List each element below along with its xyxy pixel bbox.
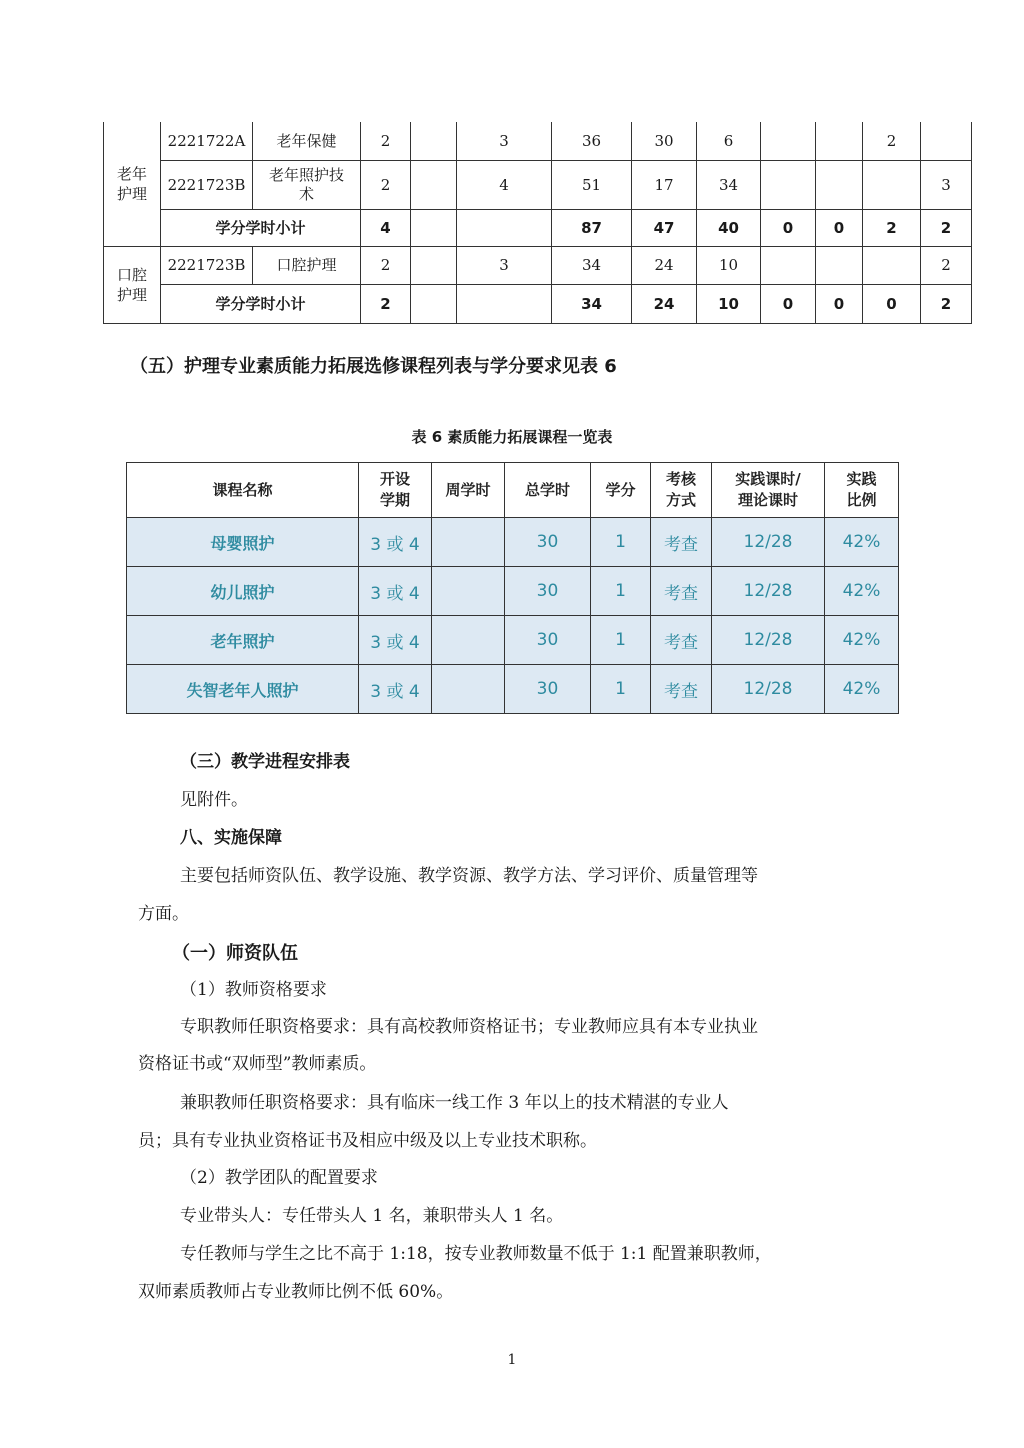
cell: 3 或 4 bbox=[359, 567, 432, 616]
section-heading-8: 八、实施保障 bbox=[180, 828, 282, 848]
cell: 1 bbox=[591, 518, 651, 567]
cell: 2 bbox=[361, 161, 411, 210]
paragraph-line: 主要包括师资队伍、教学设施、教学资源、教学方法、学习评价、质量管理等 bbox=[180, 866, 758, 886]
table-row bbox=[127, 567, 899, 616]
subtotal-label: 学分学时小计 bbox=[161, 285, 361, 324]
cell: 6 bbox=[697, 122, 761, 161]
course-code: 2221722A bbox=[161, 122, 253, 161]
table-row-subtotal bbox=[104, 285, 972, 324]
paragraph-line: 双师素质教师占专业教师比例不低 60%。 bbox=[138, 1282, 454, 1302]
cell: 3 或 4 bbox=[359, 665, 432, 714]
cell bbox=[411, 210, 457, 247]
table-row bbox=[127, 616, 899, 665]
cell: 24 bbox=[632, 285, 697, 324]
paragraph-line: 专业带头人：专任带头人 1 名，兼职带头人 1 名。 bbox=[180, 1206, 564, 1226]
course-name: 母婴照护 bbox=[127, 518, 359, 567]
cell: 40 bbox=[697, 210, 761, 247]
cell: 34 bbox=[552, 285, 632, 324]
subheading: （2）教学团队的配置要求 bbox=[180, 1168, 378, 1188]
cell: 2 bbox=[361, 285, 411, 324]
cell bbox=[816, 122, 863, 161]
table-row bbox=[127, 518, 899, 567]
course-name: 口腔护理 bbox=[253, 247, 361, 285]
header-cell: 课程名称 bbox=[127, 463, 359, 518]
course-name: 失智老年人照护 bbox=[127, 665, 359, 714]
cell bbox=[457, 210, 552, 247]
cell: 1 bbox=[591, 665, 651, 714]
header-cell: 周学时 bbox=[432, 463, 505, 518]
cell: 42% bbox=[825, 616, 899, 665]
table-row-subtotal bbox=[104, 210, 972, 247]
cell: 考查 bbox=[651, 665, 712, 714]
cell: 考查 bbox=[651, 567, 712, 616]
cell: 2 bbox=[921, 247, 972, 285]
table-row bbox=[127, 665, 899, 714]
subheading: （1）教师资格要求 bbox=[180, 980, 327, 1000]
cell: 2 bbox=[361, 122, 411, 161]
cell: 12/28 bbox=[712, 518, 825, 567]
cell: 考查 bbox=[651, 518, 712, 567]
cell bbox=[863, 247, 921, 285]
section-heading-3: （三）教学进程安排表 bbox=[180, 752, 350, 772]
cell: 2 bbox=[921, 210, 972, 247]
course-code: 2221723B bbox=[161, 161, 253, 210]
cell bbox=[432, 567, 505, 616]
course-name: 老年照护 bbox=[127, 616, 359, 665]
table-row bbox=[104, 122, 972, 161]
cell: 0 bbox=[863, 285, 921, 324]
table-row bbox=[104, 161, 972, 210]
cell: 34 bbox=[697, 161, 761, 210]
cell: 2 bbox=[361, 247, 411, 285]
course-name: 老年保健 bbox=[253, 122, 361, 161]
cell: 30 bbox=[505, 665, 591, 714]
cell bbox=[761, 247, 816, 285]
cell: 30 bbox=[505, 616, 591, 665]
section-heading-teachers: （一）师资队伍 bbox=[172, 943, 298, 964]
header-cell: 总学时 bbox=[505, 463, 591, 518]
cell bbox=[411, 161, 457, 210]
cell: 3 bbox=[457, 247, 552, 285]
header-cell: 实践 比例 bbox=[825, 463, 899, 518]
cell: 30 bbox=[505, 567, 591, 616]
cell: 3 或 4 bbox=[359, 616, 432, 665]
course-name: 幼儿照护 bbox=[127, 567, 359, 616]
cell bbox=[761, 122, 816, 161]
cell bbox=[411, 122, 457, 161]
cell: 12/28 bbox=[712, 567, 825, 616]
cell: 3 bbox=[921, 161, 972, 210]
paragraph-line: 方面。 bbox=[138, 904, 189, 924]
cell: 考查 bbox=[651, 616, 712, 665]
cell: 10 bbox=[697, 285, 761, 324]
cell: 42% bbox=[825, 665, 899, 714]
cell bbox=[863, 161, 921, 210]
cell bbox=[432, 665, 505, 714]
course-table-top bbox=[103, 122, 972, 324]
cell: 30 bbox=[632, 122, 697, 161]
cell: 17 bbox=[632, 161, 697, 210]
cell: 0 bbox=[816, 210, 863, 247]
cell: 3 bbox=[457, 122, 552, 161]
cell: 12/28 bbox=[712, 616, 825, 665]
cell: 42% bbox=[825, 518, 899, 567]
cell: 0 bbox=[761, 210, 816, 247]
cell: 10 bbox=[697, 247, 761, 285]
subtotal-label: 学分学时小计 bbox=[161, 210, 361, 247]
cell: 36 bbox=[552, 122, 632, 161]
cell bbox=[411, 285, 457, 324]
cell: 12/28 bbox=[712, 665, 825, 714]
section-heading-5: （五）护理专业素质能力拓展选修课程列表与学分要求见表 6 bbox=[130, 356, 617, 377]
cell: 30 bbox=[505, 518, 591, 567]
cell: 4 bbox=[457, 161, 552, 210]
cell bbox=[411, 247, 457, 285]
cell bbox=[816, 247, 863, 285]
paragraph-line: 兼职教师任职资格要求：具有临床一线工作 3 年以上的技术精湛的专业人 bbox=[180, 1093, 729, 1113]
cell bbox=[761, 161, 816, 210]
cell: 4 bbox=[361, 210, 411, 247]
cell: 47 bbox=[632, 210, 697, 247]
table6 bbox=[126, 462, 899, 714]
cell bbox=[457, 285, 552, 324]
course-code: 2221723B bbox=[161, 247, 253, 285]
paragraph: 见附件。 bbox=[180, 790, 248, 810]
cell: 1 bbox=[591, 616, 651, 665]
cell: 24 bbox=[632, 247, 697, 285]
header-cell: 考核 方式 bbox=[651, 463, 712, 518]
table-row bbox=[104, 247, 972, 285]
course-name: 老年照护技术 bbox=[253, 161, 361, 210]
cell: 34 bbox=[552, 247, 632, 285]
cell: 2 bbox=[863, 210, 921, 247]
cell bbox=[432, 518, 505, 567]
cell bbox=[432, 616, 505, 665]
paragraph-line: 资格证书或“双师型”教师素质。 bbox=[138, 1054, 377, 1074]
table6-caption: 表 6 素质能力拓展课程一览表 bbox=[411, 428, 613, 446]
cell: 51 bbox=[552, 161, 632, 210]
group-cell: 口腔护理 bbox=[104, 247, 161, 324]
header-cell: 开设 学期 bbox=[359, 463, 432, 518]
group-cell: 老年护理 bbox=[104, 122, 161, 247]
paragraph-line: 专职教师任职资格要求：具有高校教师资格证书；专业教师应具有本专业执业 bbox=[180, 1017, 758, 1037]
header-cell: 实践课时/ 理论课时 bbox=[712, 463, 825, 518]
paragraph-line: 员；具有专业执业资格证书及相应中级及以上专业技术职称。 bbox=[138, 1131, 597, 1151]
paragraph-line: 专任教师与学生之比不高于 1:18，按专业教师数量不低于 1:1 配置兼职教师， bbox=[180, 1244, 772, 1264]
table6-header-row bbox=[127, 463, 899, 518]
cell: 1 bbox=[591, 567, 651, 616]
page-number: 1 bbox=[507, 1352, 517, 1368]
cell: 2 bbox=[863, 122, 921, 161]
cell: 3 或 4 bbox=[359, 518, 432, 567]
header-cell: 学分 bbox=[591, 463, 651, 518]
cell bbox=[921, 122, 972, 161]
cell: 87 bbox=[552, 210, 632, 247]
cell: 0 bbox=[816, 285, 863, 324]
cell: 2 bbox=[921, 285, 972, 324]
cell bbox=[816, 161, 863, 210]
cell: 0 bbox=[761, 285, 816, 324]
cell: 42% bbox=[825, 567, 899, 616]
